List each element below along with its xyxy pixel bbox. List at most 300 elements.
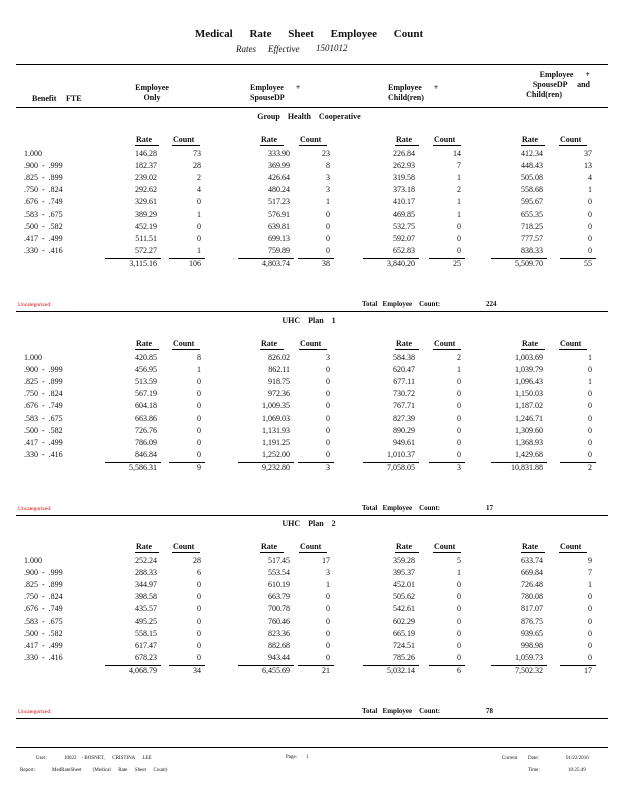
rate-cell: 890.29 [393, 425, 415, 435]
rate-header: Rate [261, 542, 277, 551]
count-header: Count [434, 135, 456, 144]
rate-cell: 699.13 [268, 233, 290, 243]
count-cell: 2 [457, 185, 461, 195]
count-cell: 0 [457, 401, 461, 411]
count-cell: 0 [197, 413, 201, 423]
fte-range-label: .417 - .499 [24, 437, 63, 447]
count-cell: 0 [197, 233, 201, 243]
rate-cell: 395.37 [393, 568, 415, 578]
rate-cell: 1,191.25 [262, 437, 290, 447]
rate-header: Rate [261, 339, 277, 348]
count-total: 3 [457, 462, 461, 472]
col3-header: Employee + Child(ren) [388, 83, 439, 102]
count-cell: 0 [457, 413, 461, 423]
count-cell: 0 [326, 389, 330, 399]
rate-cell: 517.23 [268, 197, 290, 207]
rate-cell: 572.27 [135, 245, 157, 255]
rate-cell: 718.25 [521, 221, 543, 231]
fte-range-label: .583 - .675 [24, 413, 63, 423]
count-cell: 0 [588, 245, 592, 255]
rate-cell: 452.19 [135, 221, 157, 231]
footer-current-label: Current [502, 756, 518, 761]
rate-cell: 700.78 [268, 604, 290, 614]
count-header-underline [433, 552, 461, 553]
fte-range-label: .825 - .899 [24, 173, 63, 183]
col2-header: Employee + SpouseDP [250, 83, 301, 102]
footer-user-label: User: [36, 756, 47, 761]
count-cell: 2 [197, 173, 201, 183]
rate-total: 5,032.14 [387, 665, 415, 675]
fte-range-label: .676 - .749 [24, 604, 63, 614]
fte-header: FTE [66, 94, 82, 103]
count-total: 25 [453, 258, 461, 268]
rate-cell: 665.19 [393, 628, 415, 638]
rate-cell: 319.58 [393, 173, 415, 183]
count-cell: 0 [588, 233, 592, 243]
rate-header: Rate [522, 135, 538, 144]
rate-cell: 288.33 [135, 568, 157, 578]
rate-cell: 785.26 [393, 652, 415, 662]
rate-cell: 480.24 [268, 185, 290, 195]
count-cell: 0 [457, 449, 461, 459]
count-cell: 0 [197, 628, 201, 638]
rate-cell: 767.71 [393, 401, 415, 411]
rate-cell: 1,003.69 [515, 353, 543, 362]
count-cell: 0 [197, 437, 201, 447]
rate-cell: 1,187.02 [515, 401, 543, 411]
rate-header: Rate [396, 135, 412, 144]
rate-header: Rate [136, 339, 152, 348]
rate-total: 4,803.74 [262, 258, 290, 268]
rate-cell: 918.75 [268, 377, 290, 387]
rate-cell: 435.57 [135, 604, 157, 614]
rate-header: Rate [136, 542, 152, 551]
count-cell: 0 [197, 640, 201, 650]
effective-date: 1501012 [316, 43, 348, 53]
count-header: Count [300, 135, 322, 144]
count-cell: 37 [584, 149, 592, 158]
total-employee-count-value: 17 [486, 504, 493, 512]
fte-range-label: .750 - .824 [24, 389, 63, 399]
rate-cell: 576.91 [268, 209, 290, 219]
rate-cell: 1,096.43 [515, 377, 543, 387]
rate-cell: 252.24 [135, 556, 157, 565]
footer-page-label: Page: [286, 755, 298, 760]
count-cell: 1 [197, 245, 201, 255]
count-cell: 0 [197, 389, 201, 399]
rate-total: 3,840.20 [387, 258, 415, 268]
rate-cell: 426.64 [268, 173, 290, 183]
rate-cell: 620.47 [393, 365, 415, 375]
rate-cell: 655.35 [521, 209, 543, 219]
count-cell: 0 [197, 197, 201, 207]
subtitle-rates-label: Rates [236, 44, 256, 54]
count-cell: 0 [588, 401, 592, 411]
count-cell: 5 [457, 556, 461, 565]
count-cell: 4 [197, 185, 201, 195]
rate-cell: 239.02 [135, 173, 157, 183]
count-cell: 0 [197, 652, 201, 662]
section-title: UHC Plan 2 [282, 519, 336, 528]
uncategorized-label: Uncategorized: [18, 302, 52, 308]
count-cell: 0 [457, 221, 461, 231]
count-cell: 1 [588, 580, 592, 590]
count-cell: 0 [588, 640, 592, 650]
count-cell: 0 [197, 449, 201, 459]
rate-header: Rate [522, 542, 538, 551]
count-cell: 0 [457, 616, 461, 626]
header-top-rule [16, 64, 608, 65]
rate-cell: 1,059.73 [515, 652, 543, 662]
rate-cell: 398.58 [135, 592, 157, 602]
count-cell: 0 [326, 592, 330, 602]
rate-cell: 595.67 [521, 197, 543, 207]
rate-cell: 604.18 [135, 401, 157, 411]
rate-header-underline [395, 552, 419, 553]
count-cell: 0 [457, 640, 461, 650]
fte-range-label: .676 - .749 [24, 197, 63, 207]
count-cell: 0 [197, 401, 201, 411]
uncategorized-label: Uncategorized: [18, 506, 52, 512]
count-cell: 0 [457, 592, 461, 602]
fte-range-label: .900 - .999 [24, 161, 63, 171]
rate-cell: 726.48 [521, 580, 543, 590]
count-cell: 0 [457, 652, 461, 662]
count-cell: 4 [588, 173, 592, 183]
count-cell: 0 [588, 449, 592, 459]
rate-cell: 359.28 [393, 556, 415, 565]
rate-cell: 1,246.71 [515, 413, 543, 423]
rate-cell: 558.15 [135, 628, 157, 638]
count-cell: 17 [322, 556, 330, 565]
rate-cell: 410.17 [393, 197, 415, 207]
rate-cell: 677.11 [393, 377, 415, 387]
count-header-underline [559, 349, 587, 350]
rate-cell: 1,368.93 [515, 437, 543, 447]
rate-cell: 262.93 [393, 161, 415, 171]
count-header: Count [300, 542, 322, 551]
section-divider-rule [16, 718, 608, 719]
rate-cell: 505.62 [393, 592, 415, 602]
rate-cell: 1,252.00 [262, 449, 290, 459]
rate-cell: 1,009.35 [262, 401, 290, 411]
rate-cell: 333.90 [268, 149, 290, 158]
subtitle-effective-label: Effective [268, 44, 300, 54]
count-header-underline [299, 145, 327, 146]
count-cell: 0 [326, 233, 330, 243]
rate-total: 10,831.88 [511, 462, 543, 472]
count-cell: 1 [457, 365, 461, 375]
count-cell: 1 [457, 209, 461, 219]
count-cell: 0 [457, 604, 461, 614]
footer-page-value: 1 [306, 755, 309, 760]
rate-cell: 633.74 [521, 556, 543, 565]
count-cell: 2 [457, 353, 461, 362]
rate-total: 5,586.31 [129, 462, 157, 472]
count-cell: 3 [326, 353, 330, 362]
count-cell: 0 [588, 616, 592, 626]
section-divider-rule [16, 311, 608, 312]
rate-header-underline [521, 145, 545, 146]
count-cell: 0 [588, 365, 592, 375]
total-employee-count-label: Total Employee Count: [362, 504, 441, 512]
rate-cell: 511.51 [135, 233, 157, 243]
rate-cell: 602.29 [393, 616, 415, 626]
rate-header: Rate [136, 135, 152, 144]
rate-cell: 949.61 [393, 437, 415, 447]
count-cell: 0 [457, 437, 461, 447]
count-cell: 0 [457, 389, 461, 399]
fte-range-label: .583 - .675 [24, 616, 63, 626]
rate-cell: 678.23 [135, 652, 157, 662]
rate-cell: 823.36 [268, 628, 290, 638]
rate-cell: 786.09 [135, 437, 157, 447]
count-total: 6 [457, 665, 461, 675]
fte-range-label: .417 - .499 [24, 233, 63, 243]
count-cell: 0 [588, 209, 592, 219]
count-cell: 1 [457, 568, 461, 578]
count-total: 38 [322, 258, 330, 268]
count-header: Count [173, 339, 195, 348]
count-cell: 0 [326, 616, 330, 626]
rate-total: 4,068.79 [129, 665, 157, 675]
rate-cell: 517.45 [268, 556, 290, 565]
rate-cell: 373.18 [393, 185, 415, 195]
fte-range-label: 1.000 [24, 353, 42, 362]
count-header: Count [560, 339, 582, 348]
fte-range-label: .500 - .582 [24, 628, 63, 638]
count-cell: 13 [584, 161, 592, 171]
count-cell: 0 [197, 377, 201, 387]
rate-cell: 663.79 [268, 592, 290, 602]
footer-time-label: Time: [528, 768, 540, 773]
count-cell: 0 [588, 437, 592, 447]
total-employee-count-value: 78 [486, 707, 493, 715]
count-total: 34 [193, 665, 201, 675]
count-header: Count [560, 542, 582, 551]
rate-cell: 532.75 [393, 221, 415, 231]
count-cell: 0 [588, 604, 592, 614]
rate-cell: 369.99 [268, 161, 290, 171]
rate-header-underline [521, 349, 545, 350]
count-header-underline [433, 145, 461, 146]
count-cell: 7 [457, 161, 461, 171]
footer-date-label: Date: [528, 756, 539, 761]
count-cell: 23 [322, 149, 330, 158]
count-cell: 0 [457, 377, 461, 387]
footer-report-value: MedRateSheet (Medical Rate Sheet Count) [52, 768, 168, 773]
fte-range-label: .500 - .582 [24, 221, 63, 231]
count-cell: 3 [326, 173, 330, 183]
count-cell: 0 [326, 221, 330, 231]
rate-header-underline [260, 349, 284, 350]
fte-range-label: .330 - .416 [24, 245, 63, 255]
total-employee-count-value: 224 [486, 300, 497, 308]
rate-cell: 998.98 [521, 640, 543, 650]
rate-cell: 292.62 [135, 185, 157, 195]
rate-cell: 584.38 [393, 353, 415, 362]
count-cell: 0 [457, 245, 461, 255]
rate-header: Rate [396, 339, 412, 348]
count-cell: 1 [326, 580, 330, 590]
count-cell: 1 [457, 197, 461, 207]
rate-cell: 542.61 [393, 604, 415, 614]
count-cell: 0 [457, 233, 461, 243]
rate-cell: 826.02 [268, 353, 290, 362]
count-header-underline [172, 349, 200, 350]
rate-cell: 469.85 [393, 209, 415, 219]
rate-header: Rate [396, 542, 412, 551]
rate-cell: 1,039.79 [515, 365, 543, 375]
rate-cell: 1,150.03 [515, 389, 543, 399]
count-cell: 8 [326, 161, 330, 171]
rate-cell: 553.54 [268, 568, 290, 578]
count-total: 9 [197, 462, 201, 472]
rate-total: 7,502.32 [515, 665, 543, 675]
rate-cell: 146.28 [135, 149, 157, 158]
footer-rule [16, 747, 608, 748]
count-header-underline [299, 349, 327, 350]
rate-header: Rate [261, 135, 277, 144]
rate-cell: 777.57 [521, 233, 543, 243]
rate-cell: 846.84 [135, 449, 157, 459]
rate-cell: 663.86 [135, 413, 157, 423]
count-cell: 0 [326, 425, 330, 435]
rate-cell: 389.29 [135, 209, 157, 219]
count-cell: 1 [197, 209, 201, 219]
rate-cell: 1,309.60 [515, 425, 543, 435]
rate-cell: 592.07 [393, 233, 415, 243]
count-total: 3 [326, 462, 330, 472]
section-title: UHC Plan 1 [282, 316, 336, 325]
count-cell: 0 [588, 197, 592, 207]
fte-range-label: .330 - .416 [24, 449, 63, 459]
count-header-underline [433, 349, 461, 350]
col1-header: Employee Only [135, 83, 169, 102]
count-cell: 28 [193, 161, 201, 171]
count-cell: 0 [588, 425, 592, 435]
fte-range-label: .750 - .824 [24, 185, 63, 195]
rate-cell: 558.68 [521, 185, 543, 195]
count-header: Count [173, 542, 195, 551]
count-cell: 3 [326, 185, 330, 195]
count-total: 55 [584, 258, 592, 268]
count-header-underline [172, 552, 200, 553]
rate-header-underline [260, 145, 284, 146]
section-title: Group Health Cooperative [257, 112, 361, 121]
count-cell: 0 [326, 209, 330, 219]
count-cell: 0 [197, 425, 201, 435]
rate-cell: 344.97 [135, 580, 157, 590]
rate-cell: 226.84 [393, 149, 415, 158]
rate-header-underline [135, 349, 159, 350]
rate-cell: 452.01 [393, 580, 415, 590]
count-header: Count [560, 135, 582, 144]
count-cell: 3 [326, 568, 330, 578]
rate-total: 3,115.16 [129, 258, 157, 268]
count-cell: 1 [588, 353, 592, 362]
fte-range-label: 1.000 [24, 556, 42, 565]
count-cell: 0 [588, 592, 592, 602]
footer-user-value: 10022 - BOSNET, CRISTINA LEE [64, 756, 152, 761]
count-cell: 0 [326, 604, 330, 614]
footer-report-label: Report: [20, 768, 35, 773]
count-cell: 0 [197, 616, 201, 626]
rate-cell: 972.36 [268, 389, 290, 399]
count-header: Count [434, 542, 456, 551]
count-cell: 0 [457, 425, 461, 435]
fte-range-label: .330 - .416 [24, 652, 63, 662]
count-cell: 28 [193, 556, 201, 565]
count-header-underline [559, 552, 587, 553]
rate-cell: 610.19 [268, 580, 290, 590]
fte-range-label: .825 - .899 [24, 580, 63, 590]
count-cell: 0 [588, 628, 592, 638]
total-employee-count-label: Total Employee Count: [362, 300, 441, 308]
rate-cell: 827.39 [393, 413, 415, 423]
uncategorized-label: Uncategorized: [18, 709, 52, 715]
rate-cell: 882.68 [268, 640, 290, 650]
rate-total: 6,455.69 [262, 665, 290, 675]
rate-total: 9,232.80 [262, 462, 290, 472]
count-cell: 0 [326, 449, 330, 459]
rate-cell: 760.46 [268, 616, 290, 626]
header-bottom-rule [16, 107, 608, 108]
count-cell: 0 [326, 628, 330, 638]
count-cell: 0 [588, 221, 592, 231]
count-cell: 7 [588, 568, 592, 578]
rate-cell: 780.08 [521, 592, 543, 602]
rate-header-underline [395, 145, 419, 146]
fte-range-label: .417 - .499 [24, 640, 63, 650]
rate-cell: 1,429.68 [515, 449, 543, 459]
rate-cell: 726.76 [135, 425, 157, 435]
rate-header-underline [135, 145, 159, 146]
rate-cell: 329.61 [135, 197, 157, 207]
count-cell: 0 [197, 592, 201, 602]
rate-cell: 669.84 [521, 568, 543, 578]
count-cell: 0 [326, 377, 330, 387]
count-cell: 0 [326, 401, 330, 411]
count-cell: 0 [457, 628, 461, 638]
footer-date-value: 01/22/2016 [566, 756, 589, 761]
total-employee-count-label: Total Employee Count: [362, 707, 441, 715]
rate-cell: 182.37 [135, 161, 157, 171]
rate-cell: 505.08 [521, 173, 543, 183]
rate-cell: 939.65 [521, 628, 543, 638]
footer-time-value: 10:25:49 [568, 768, 586, 773]
rate-cell: 420.85 [135, 353, 157, 362]
rate-cell: 495.25 [135, 616, 157, 626]
rate-cell: 456.95 [135, 365, 157, 375]
benefit-header: Benefit [32, 94, 57, 103]
count-header-underline [559, 145, 587, 146]
rate-cell: 730.72 [393, 389, 415, 399]
count-total: 21 [322, 665, 330, 675]
rate-cell: 759.89 [268, 245, 290, 255]
count-cell: 0 [197, 221, 201, 231]
count-cell: 0 [326, 245, 330, 255]
count-cell: 0 [197, 580, 201, 590]
rate-header-underline [135, 552, 159, 553]
count-header: Count [300, 339, 322, 348]
count-total: 2 [588, 462, 592, 472]
rate-cell: 1,010.37 [387, 449, 415, 459]
rate-cell: 652.83 [393, 245, 415, 255]
count-cell: 1 [197, 365, 201, 375]
fte-range-label: .750 - .824 [24, 592, 63, 602]
count-cell: 1 [588, 185, 592, 195]
